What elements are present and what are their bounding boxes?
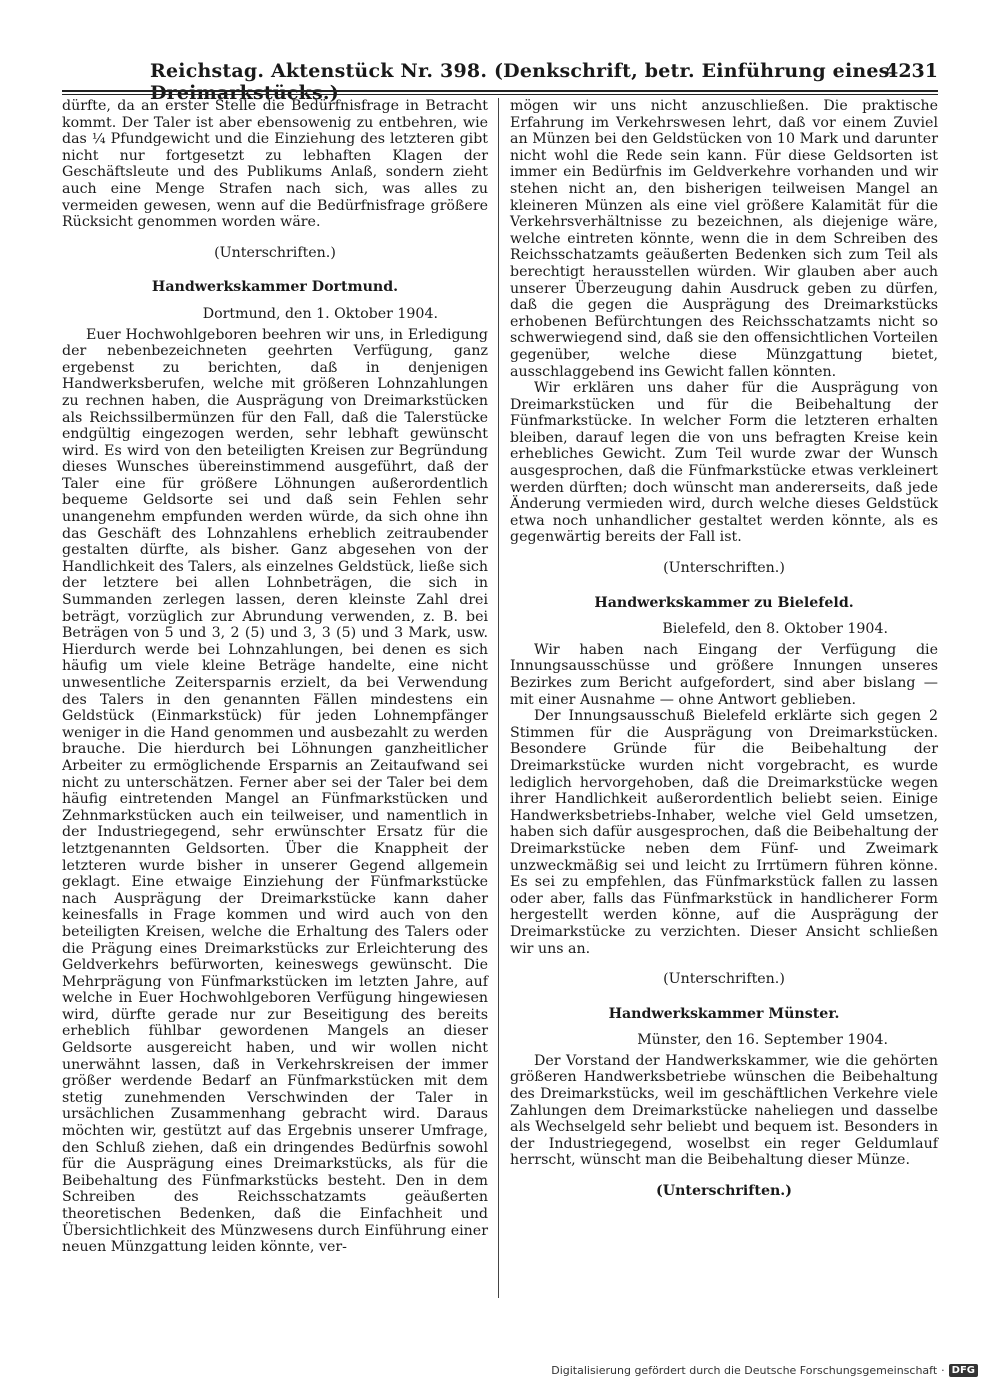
paragraph: dürfte, da an erster Stelle die Bedürfnisfrage in Betracht kommt. Der Taler ist aber ebensowenig zu entbehren, wie das ¼ Pfundgewicht und die Einziehung des letzteren gibt nicht nur fortgesetzt zu lebhaften Klagen der Geschäftsleute und des Publikums Anlaß, sondern zieht auch eine Menge Strafen nach sich, was alles zu vermeiden gewesen, wenn auf die Bedürfnisfrage größere Rücksicht genommen worden wäre. [62, 98, 488, 231]
right-column [510, 98, 938, 1218]
paragraph: Wir haben nach Eingang der Verfügung die Innungsausschüsse und größere Innungen unseres Bezirkes zum Bericht aufgefordert, sind aber bislang — mit einer Ausnahme — ohne Antwort geblieben. [510, 641, 938, 708]
left-column [62, 98, 488, 1256]
dateline: Bielefeld, den 8. Oktober 1904. [662, 621, 888, 638]
document-title: Reichstag. Aktenstück Nr. 398. (Denkschrift, betr. Einführung eines Dreimarkstücks.) [150, 60, 890, 104]
dateline: Dortmund, den 1. Oktober 1904. [202, 305, 438, 322]
dateline: Münster, den 16. September 1904. [637, 1032, 888, 1049]
paragraph: mögen wir uns nicht anzuschließen. Die praktische Erfahrung im Verkehrswesen lehrt, daß vor einem Zuviel an Münzen bei den Geldstücken von 10 Mark und darunter nicht wohl die Rede sein kann. Für diese Geldsorten ist immer ein Bedürfnis im Geldverkehre vorhanden und wir stehen nicht an, den bisherigen teilweisen Mangel an kleineren Münzen als eine viel größere Kalamität für die Verkehrsverhältnisse zu bezeichnen, als diejenige wäre, welche eintreten könnte, wenn die in dem Schreiben des Reichsschatzamts geäußerten Bedenken sich zum Teil als berechtigt herausstellen würden. Wir glauben aber auch unserer Überzeugung dahin Ausdruck geben zu dürfen, daß die gegen die Ausprägung des Dreimarkstücks erhobenen Befürchtungen des Reichsschatzamts nicht so schwerwiegend sind, daß sie den offensichtlichen Vorteilen gegenüber, welche diese Münzgattung bietet, ausschlaggebend ins Gewicht fallen könnten. [510, 98, 938, 380]
section-heading: Handwerkskammer Dortmund. [151, 279, 399, 296]
signatures-label: (Unterschriften.) [663, 971, 785, 988]
header-rule [62, 90, 938, 92]
column-divider [498, 98, 499, 1298]
header-rule-thin [62, 94, 938, 95]
section-heading: Handwerkskammer zu Bielefeld. [594, 594, 854, 611]
signatures-label: (Unterschriften.) [663, 560, 785, 577]
paragraph: Wir erklären uns daher für die Ausprägung von Dreimarkstücken und für die Beibehaltung der Fünfmarkstücke. In welcher Form die letzteren erhalten bleiben, darauf legen die von uns befragten Kreise kein erhebliches Gewicht. Zum Teil wurde zwar der Wunsch ausgesprochen, daß die Fünfmarkstücke etwas verkleinert werden dürften; doch wünscht man andererseits, daß jede Änderung vermieden wird, durch welche dieses Geldstück etwa noch unhandlicher gestaltet werden könnte, als es gegenwärtig bereits der Fall ist. [510, 380, 938, 546]
paragraph: Euer Hochwohlgeboren beehren wir uns, in Erledigung der nebenbezeichneten geehrten Verfügung, ganz ergebenst zu berichten, daß in denjenigen Handwerksberufen, welche mit größeren Lohnzahlungen zu rechnen haben, die Ausprägung von Dreimarkstücken als Reichssilbermünzen für den Fall, daß die Talerstücke endgültig eingezogen werden, sehr lebhaft gewünscht wird. Es wird von den beteiligten Kreisen zur Begründung dieses Wunsches übereinstimmend ausgeführt, daß der Taler eine für größere Löhnungen außerordentlich bequeme Geldsorte sei und daß sein Fehlen sehr unangenehm empfunden werden würde, da sich ohne ihn das Geschäft des Lohnzahlens erheblich zeitraubender gestalten dürfte, als bisher. Ganz abgesehen von der Handlichkeit des Talers, als einzelnes Geldstück, ließe sich der letztere bei allen Lohnbeträgen, die sich in Summanden zerlegen lassen, deren kleinste Zahl drei beträgt, vorzüglich zur Abrundung verwenden, z. B. bei Beträgen von 5 und 3, 2 (5) und 3, 3 (5) und 3 Mark, usw. Hierdurch werde bei Lohnzahlungen, bei denen es sich häufig um viele kleine Beträge handelte, eine nicht unwesentliche Zeitersparnis erzielt, da bei Verwendung des Talers in den genannten Fällen mindestens ein Geldstück (Einmarkstück) für jeden Lohnempfänger weniger in die Hand genommen und ausbezahlt zu werden brauche. Die hierdurch bei Löhnungen ganzheitlicher Arbeiter zu ermöglichende Ersparnis an Zeitaufwand sei nicht zu unterschätzen. Ferner aber sei der Taler bei dem häufig eintretenden Mangel an Fünfmarkstücken und Zehnmarkstücken auch ein teilweiser, und namentlich in der Industriegegend, sehr erwünschter Ersatz für die letztgenannten Geldsorten. Über die Knappheit der letzteren wurde bisher in unserer Gegend allgemein geklagt. Eine etwaige Einziehung der Fünfmarkstücke nach Ausprägung der Dreimarkstücke kann daher keinesfalls in Frage kommen und wird auch von den beteiligten Kreisen, welche die Erhaltung des Talers oder die Prägung eines Dreimarkstücks zur Erleichterung des Geldverkehrs befürworten, keineswegs gewünscht. Die Mehrprägung von Fünfmarkstücken im letzten Jahre, auf welche in Euer Hochwohlgeboren Verfügung hingewiesen wird, dürfte gerade nur zur Beseitigung des bereits erheblich fühlbar gewordenen Mangels an dieser Geldsorte ausgereicht haben, und wir wollen nicht unerwähnt lassen, daß in Verkehrskreisen der immer größer werdende Bedarf an Fünfmarkstücken mit dem stetig zunehmenden Verschwinden der Taler in ursächlichen Zusammenhang gebracht wird. Daraus möchten wir, gestützt auf das Ergebnis unserer Umfrage, den Schluß ziehen, daß ein dringendes Bedürfnis sowohl für die Ausprägung eines Dreimarkstücks, als für die Beibehaltung des Fünfmarkstücks besteht. Den in dem Schreiben des Reichsschatzamts geäußerten theoretischen Bedenken, daß die Einfachheit und Übersichtlichkeit des Münzwesens durch Einführung einer neuen Münzgattung leiden könnte, ver- [62, 326, 488, 1256]
paragraph: Der Innungsausschuß Bielefeld erklärte sich gegen 2 Stimmen für die Ausprägung von Dreimarkstücken. Besondere Gründe für die Beibehaltung der Dreimarkstücke wurden nicht vorgebracht, es wurde lediglich hervorgehoben, daß die Dreimarkstücke wegen ihrer Handlichkeit außerordentlich beliebt seien. Einige Handwerksbetriebs-Inhaber, welche viel Geld umsetzen, haben sich dafür ausgesprochen, daß die Beibehaltung der Dreimarkstücke neben dem Fünf- und Zweimark unzweckmäßig sei und leicht zu Irrtümern führen könne. Es sei zu empfehlen, das Fünfmarkstück fallen zu lassen oder aber, falls das Fünfmarkstück in handlicherer Form hergestellt werden könne, auf die Ausprägung der Dreimarkstücke zu verzichten. Dieser Ansicht schließen wir uns an. [510, 708, 938, 957]
signatures-label: (Unterschriften.) [214, 244, 336, 261]
footer-credit: Digitalisierung gefördert durch die Deutsche Forschungsgemeinschaft [551, 1364, 938, 1377]
signatures-label: (Unterschriften.) [656, 1183, 792, 1200]
section-heading: Handwerkskammer Münster. [608, 1005, 840, 1022]
footer: Digitalisierung gefördert durch die Deutsche Forschungsgemeinschaft · DFG [551, 1364, 978, 1377]
page-number: 4231 [885, 60, 938, 82]
dfg-logo: DFG [949, 1364, 978, 1377]
paragraph: Der Vorstand der Handwerkskammer, wie die gehörten größeren Handwerksbetriebe wünschen die Beibehaltung des Dreimarkstücks, weil im geschäftlichen Verkehre viele Zahlungen dem Dreimarkstücke naheliegen und dasselbe als Wechselgeld sehr beliebt und bequem ist. Besonders in der Industriegegend, woselbst ein reger Geldumlauf herrscht, wünscht man die Beibehaltung dieser Münze. [510, 1052, 938, 1169]
page-header [62, 58, 938, 104]
